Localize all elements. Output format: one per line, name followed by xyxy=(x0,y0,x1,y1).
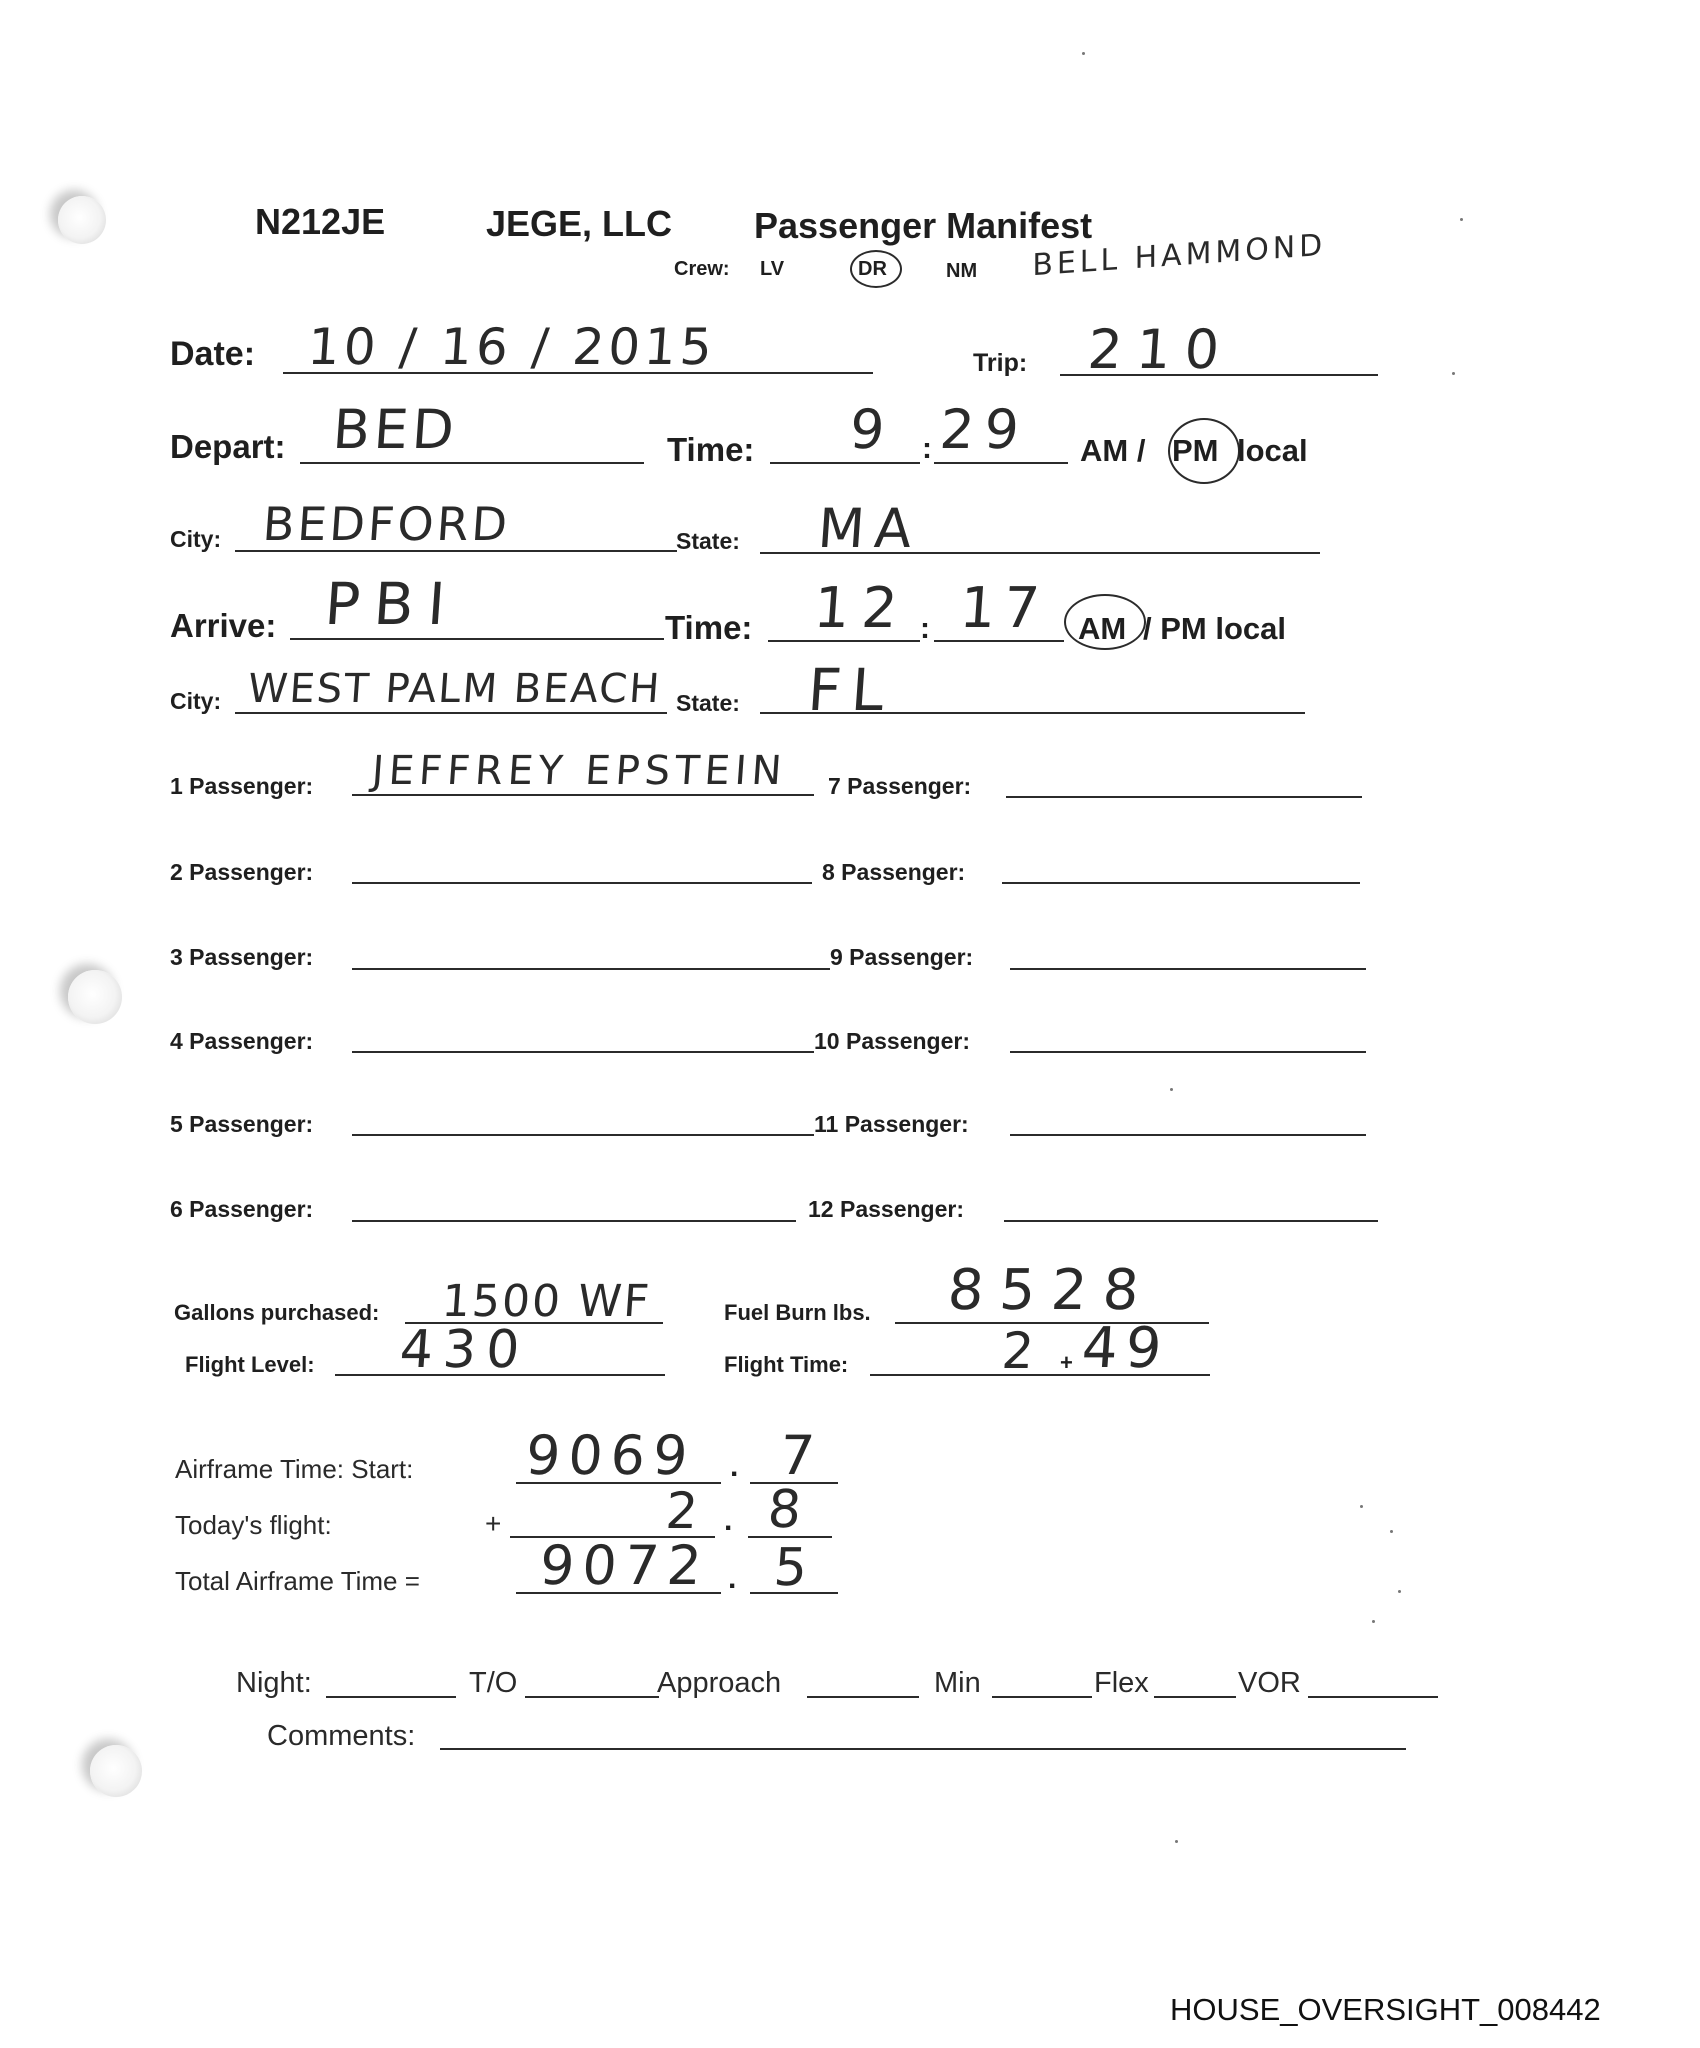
comments-line xyxy=(440,1748,1406,1750)
flight-level-label: Flight Level: xyxy=(185,1352,315,1377)
arrive-city-label: City: xyxy=(170,688,222,714)
company-name: JEGE, LLC xyxy=(486,203,673,244)
airframe-start-tenth: 7 xyxy=(777,1424,821,1487)
passenger-5-line xyxy=(352,1134,814,1136)
punch-hole-top xyxy=(58,196,106,244)
passenger-12-label: 12 Passenger: xyxy=(808,1196,964,1222)
vor-label: VOR xyxy=(1238,1667,1301,1699)
punch-hole-bottom xyxy=(90,1745,142,1797)
todays-flight-label: Today's flight: xyxy=(175,1510,332,1540)
todays-flight-decimal: . xyxy=(724,1504,733,1537)
fuel-burn-value: 8528 xyxy=(945,1258,1157,1323)
crew-label: Crew: xyxy=(674,258,730,280)
depart-city-label: City: xyxy=(170,526,222,552)
passenger-6-label: 6 Passenger: xyxy=(170,1196,314,1222)
date-label: Date: xyxy=(170,335,256,373)
night-line xyxy=(326,1696,456,1698)
approach-line xyxy=(807,1696,919,1698)
fuel-burn-label: Fuel Burn lbs. xyxy=(724,1300,871,1325)
depart-time-hour-line xyxy=(770,462,920,464)
passenger-3-line xyxy=(352,968,830,970)
total-airframe-whole: 9072 xyxy=(537,1534,712,1597)
depart-time-minute-line xyxy=(934,462,1068,464)
crew-option-lv: LV xyxy=(760,258,785,280)
flex-label: Flex xyxy=(1094,1667,1149,1699)
passenger-9-line xyxy=(1010,968,1366,970)
todays-flight-plus-sign: + xyxy=(485,1508,502,1539)
flight-level-value: 430 xyxy=(397,1320,532,1380)
passenger-4-line xyxy=(352,1051,814,1053)
passenger-11-label: 11 Passenger: xyxy=(814,1111,969,1137)
passenger-6-line xyxy=(352,1220,796,1222)
crew-selected-circle xyxy=(850,250,902,288)
passenger-12-line xyxy=(1004,1220,1378,1222)
arrive-state-value: FL xyxy=(805,656,897,724)
passenger-10-label: 10 Passenger: xyxy=(814,1028,970,1054)
flex-line xyxy=(1154,1696,1236,1698)
passenger-11-line xyxy=(1010,1134,1366,1136)
arrive-time-separator: : xyxy=(920,612,930,645)
total-airframe-label: Total Airframe Time = xyxy=(175,1566,420,1596)
flight-time-label: Flight Time: xyxy=(724,1352,849,1377)
todays-flight-tenth: 8 xyxy=(765,1480,808,1540)
depart-time-hour: 9 xyxy=(847,398,891,461)
scan-speck xyxy=(1390,1530,1393,1533)
takeoff-label: T/O xyxy=(469,1667,518,1699)
depart-local-label: local xyxy=(1237,433,1308,468)
date-value: 10 / 16 / 2015 xyxy=(305,318,718,376)
takeoff-line xyxy=(525,1696,659,1698)
punch-hole-middle xyxy=(68,970,122,1024)
passenger-9-label: 9 Passenger: xyxy=(830,944,974,970)
arrive-time-minute: 17 xyxy=(957,576,1050,641)
approach-label: Approach xyxy=(657,1667,782,1699)
scan-speck xyxy=(1372,1620,1375,1623)
scan-speck xyxy=(1360,1505,1363,1508)
flight-time-minutes: 49 xyxy=(1079,1316,1172,1381)
min-line xyxy=(992,1696,1092,1698)
arrive-value: PBI xyxy=(322,570,462,638)
passenger-2-line xyxy=(352,882,812,884)
arrive-time-label: Time: xyxy=(665,609,753,646)
arrive-time-hour: 12 xyxy=(811,576,912,641)
trip-value: 210 xyxy=(1085,318,1236,381)
passenger-4-label: 4 Passenger: xyxy=(170,1028,314,1054)
depart-pm-selected-circle xyxy=(1168,418,1240,484)
passenger-1-line xyxy=(352,794,814,796)
arrive-pm-local-label: / PM local xyxy=(1143,611,1286,646)
passenger-1-label: 1 Passenger: xyxy=(170,773,314,799)
depart-state-label: State: xyxy=(676,528,740,554)
airframe-start-label: Airframe Time: Start: xyxy=(175,1454,414,1484)
depart-time-separator: : xyxy=(922,432,932,465)
scan-speck xyxy=(1452,372,1455,375)
todays-flight-whole: 2 xyxy=(663,1482,704,1540)
crew-written-names: BELL HAMMOND xyxy=(1032,227,1327,284)
scan-speck xyxy=(1398,1590,1401,1593)
flight-time-hours: 2 xyxy=(999,1322,1040,1380)
passenger-7-label: 7 Passenger: xyxy=(828,773,972,799)
scan-speck xyxy=(1460,218,1463,221)
crew-option-nm: NM xyxy=(946,260,978,282)
night-label: Night: xyxy=(236,1667,312,1699)
depart-value: BED xyxy=(330,398,460,461)
depart-am-label: AM / xyxy=(1080,433,1146,468)
total-airframe-tenth: 5 xyxy=(771,1538,814,1598)
arrive-city-value: WEST PALM BEACH xyxy=(246,666,663,712)
trip-label: Trip: xyxy=(973,349,1028,377)
flight-time-separator: + xyxy=(1060,1350,1073,1375)
passenger-1-value: JEFFREY EPSTEIN xyxy=(370,748,789,794)
arrive-am-option: AM xyxy=(1078,611,1127,646)
depart-line xyxy=(300,462,644,464)
depart-pm-option: PM xyxy=(1172,433,1219,468)
passenger-7-line xyxy=(1006,796,1362,798)
passenger-3-label: 3 Passenger: xyxy=(170,944,314,970)
passenger-2-label: 2 Passenger: xyxy=(170,859,314,885)
tail-number: N212JE xyxy=(255,201,386,242)
scan-speck xyxy=(1170,1088,1173,1091)
passenger-5-label: 5 Passenger: xyxy=(170,1111,314,1137)
depart-label: Depart: xyxy=(170,428,286,465)
depart-time-label: Time: xyxy=(667,431,755,468)
arrive-line xyxy=(290,638,664,640)
airframe-start-whole: 9069 xyxy=(523,1424,698,1487)
arrive-label: Arrive: xyxy=(170,607,277,644)
gallons-label: Gallons purchased: xyxy=(174,1300,380,1325)
scan-speck xyxy=(1082,52,1085,55)
form-title: Passenger Manifest xyxy=(754,205,1093,246)
airframe-start-decimal: . xyxy=(730,1450,739,1483)
arrive-city-line xyxy=(235,712,667,714)
crew-option-dr: DR xyxy=(858,258,887,280)
comments-label: Comments: xyxy=(267,1720,416,1752)
depart-city-value: BEDFORD xyxy=(261,497,512,551)
scan-speck xyxy=(1175,1840,1178,1843)
min-label: Min xyxy=(934,1667,981,1699)
arrive-am-selected-circle xyxy=(1064,594,1146,650)
passenger-10-line xyxy=(1010,1051,1366,1053)
bates-stamp: HOUSE_OVERSIGHT_008442 xyxy=(1170,1992,1601,2027)
vor-line xyxy=(1308,1696,1438,1698)
passenger-8-label: 8 Passenger: xyxy=(822,859,966,885)
depart-state-value: MA xyxy=(815,497,924,560)
arrive-state-label: State: xyxy=(676,690,740,716)
passenger-8-line xyxy=(1002,882,1360,884)
gallons-value: 1500 WF xyxy=(440,1276,653,1327)
total-airframe-decimal: . xyxy=(728,1562,737,1595)
depart-time-minute: 29 xyxy=(937,398,1031,461)
